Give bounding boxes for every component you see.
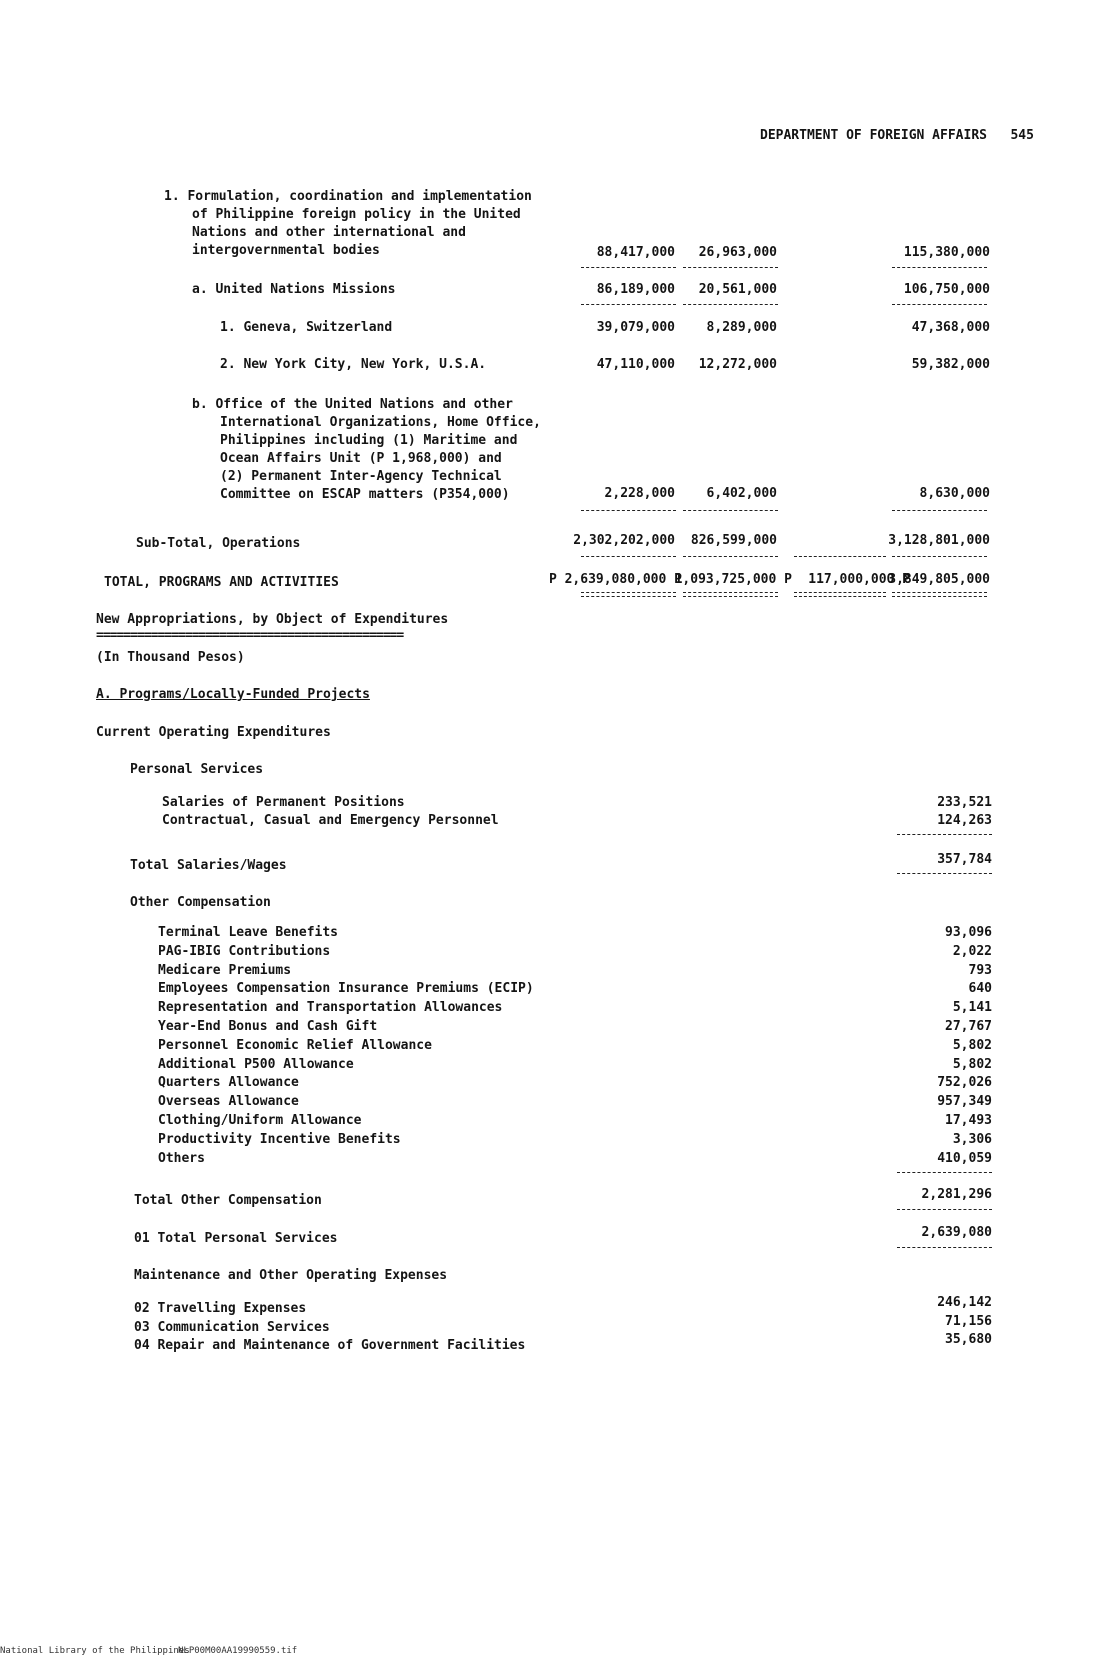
- list-item: [158, 1018, 992, 1037]
- total-salaries-label: Total Salaries/Wages: [130, 858, 287, 873]
- total-col1: P 2,639,080,000 P: [548, 572, 682, 587]
- item-label: Overseas Allowance: [158, 1094, 299, 1110]
- list-item: [134, 1295, 992, 1319]
- double-rule: [683, 592, 778, 597]
- subtotal-label: Sub-Total, Operations: [136, 536, 301, 551]
- list-item: [158, 943, 992, 962]
- list-item: [134, 1332, 992, 1356]
- list-item: [158, 980, 992, 999]
- rule: [683, 510, 778, 511]
- subtotal-col2: 826,599,000: [690, 533, 777, 548]
- list-item: [158, 924, 992, 943]
- un-missions-label: a. United Nations Missions: [192, 282, 396, 297]
- item-value: 957,349: [937, 1094, 992, 1110]
- double-rule: [794, 592, 886, 597]
- item-value: 5,802: [952, 1037, 992, 1053]
- item-value: 17,493: [945, 1112, 992, 1128]
- item-value: 71,156: [945, 1313, 992, 1329]
- rule: [897, 873, 992, 874]
- item-value: 5,802: [952, 1056, 992, 1072]
- list-item: [158, 962, 992, 981]
- rule: [892, 267, 987, 268]
- item-value: 233,521: [937, 795, 992, 810]
- item-label: Quarters Allowance: [158, 1075, 299, 1091]
- rule: [897, 834, 992, 835]
- item-value: 793: [968, 962, 992, 978]
- footer-library: National Library of the Philippines: [0, 1646, 190, 1656]
- item-value: 640: [968, 981, 992, 997]
- rule: [897, 1247, 992, 1248]
- item-value: 35,680: [945, 1332, 992, 1347]
- list-item: [158, 999, 992, 1018]
- office-label-line: b. Office of the United Nations and other: [192, 397, 513, 412]
- item-label: Terminal Leave Benefits: [158, 925, 339, 940]
- subtotal-total: 3,128,801,000: [888, 533, 990, 548]
- current-operating-heading: Current Operating Expenditures: [96, 725, 331, 740]
- rule: [892, 556, 987, 557]
- new-york-label: 2. New York City, New York, U.S.A.: [220, 357, 487, 372]
- rule: [897, 1172, 992, 1173]
- office-label-line: Committee on ESCAP matters (P354,000): [220, 487, 510, 502]
- new-york-total: 59,382,000: [911, 357, 990, 372]
- list-item: [158, 1131, 992, 1150]
- total-other-compensation-value: 2,281,296: [921, 1187, 992, 1202]
- formulation-col2: 26,963,000: [698, 245, 777, 260]
- new-appropriations-heading: New Appropriations, by Object of Expenditures: [96, 612, 449, 627]
- rule: [683, 267, 778, 268]
- item-value: 124,263: [937, 813, 992, 828]
- item-value: 2,022: [952, 943, 992, 959]
- mooe-heading: Maintenance and Other Operating Expenses: [134, 1268, 448, 1283]
- program-label-line: of Philippine foreign policy in the United: [192, 207, 521, 222]
- program-label-line: Nations and other international and: [192, 225, 466, 240]
- item-label: Productivity Incentive Benefits: [158, 1131, 401, 1147]
- item-value: 93,096: [945, 925, 992, 940]
- item-label: Medicare Premiums: [158, 962, 292, 978]
- item-value: 3,306: [952, 1131, 992, 1147]
- formulation-col1: 88,417,000: [596, 245, 675, 260]
- program-formulation: [164, 188, 532, 260]
- item-label: Additional P500 Allowance: [158, 1056, 354, 1072]
- personal-services-heading: Personal Services: [130, 762, 264, 777]
- item-label: Employees Compensation Insurance Premiums (ECIP): [158, 981, 534, 997]
- un-missions-col1: 86,189,000: [596, 282, 675, 297]
- rule: [897, 1209, 992, 1210]
- geneva-total: 47,368,000: [911, 320, 990, 335]
- office-label-line: (2) Permanent Inter-Agency Technical: [220, 469, 502, 484]
- office-label: [192, 396, 541, 504]
- list-item: [158, 1074, 992, 1093]
- unit-note: (In Thousand Pesos): [96, 650, 245, 665]
- rule: [683, 304, 778, 305]
- department-name: DEPARTMENT OF FOREIGN AFFAIRS: [760, 128, 987, 143]
- rule: [581, 267, 676, 268]
- other-compensation-list: [158, 924, 992, 1168]
- item-label: 03 Communication Services: [134, 1319, 330, 1335]
- item-label: Year-End Bonus and Cash Gift: [158, 1018, 378, 1034]
- list-item: [158, 1112, 992, 1131]
- running-header: [760, 128, 1034, 143]
- item-value: 410,059: [937, 1150, 992, 1166]
- total-salaries-value: 357,784: [937, 852, 992, 867]
- list-item: [162, 794, 992, 812]
- other-compensation-heading: Other Compensation: [130, 895, 271, 910]
- formulation-total: 115,380,000: [903, 245, 990, 260]
- program-label-line: intergovernmental bodies: [192, 243, 380, 258]
- office-label-line: International Organizations, Home Office,: [220, 415, 541, 430]
- total-grand: 3,849,805,000: [888, 572, 990, 587]
- rule: [581, 556, 676, 557]
- item-value: 246,142: [937, 1295, 992, 1310]
- list-item: [158, 1150, 992, 1169]
- item-label: Clothing/Uniform Allowance: [158, 1112, 362, 1128]
- rule: [892, 304, 987, 305]
- list-item: [158, 1056, 992, 1075]
- item-label: Others: [158, 1150, 205, 1166]
- list-item: [162, 812, 992, 830]
- list-item: [134, 1313, 992, 1338]
- new-york-col1: 47,110,000: [596, 357, 675, 372]
- rule: [683, 556, 778, 557]
- total-personal-services-label: 01 Total Personal Services: [134, 1231, 338, 1246]
- salaries-list: [162, 794, 992, 830]
- geneva-col2: 8,289,000: [706, 320, 777, 335]
- subtotal-col1: 2,302,202,000: [573, 533, 675, 548]
- programs-heading: A. Programs/Locally-Funded Projects: [96, 687, 370, 702]
- list-item: [158, 1037, 992, 1056]
- program-label-line: 1. Formulation, coordination and implementation: [164, 189, 532, 204]
- item-label: Contractual, Casual and Emergency Personnel: [162, 813, 499, 828]
- office-label-line: Philippines including (1) Maritime and: [220, 433, 518, 448]
- geneva-label: 1. Geneva, Switzerland: [220, 320, 393, 335]
- mooe-list: [134, 1295, 992, 1356]
- office-label-line: Ocean Affairs Unit (P 1,968,000) and: [220, 451, 502, 466]
- total-col3: 117,000,000 P: [808, 572, 910, 587]
- double-rule: [581, 592, 676, 597]
- total-personal-services-value: 2,639,080: [921, 1225, 992, 1240]
- item-label: Salaries of Permanent Positions: [162, 795, 405, 810]
- un-missions-total: 106,750,000: [903, 282, 990, 297]
- page-number: 545: [1010, 128, 1034, 143]
- item-label: 02 Travelling Expenses: [134, 1301, 307, 1316]
- rule: [581, 510, 676, 511]
- total-programs-label: TOTAL, PROGRAMS AND ACTIVITIES: [104, 575, 339, 590]
- list-item: [158, 1093, 992, 1112]
- item-value: 752,026: [937, 1075, 992, 1091]
- item-label: Representation and Transportation Allowances: [158, 1000, 503, 1016]
- geneva-col1: 39,079,000: [596, 320, 675, 335]
- rule: [581, 304, 676, 305]
- office-total: 8,630,000: [919, 486, 990, 501]
- item-value: 27,767: [945, 1018, 992, 1034]
- double-rule: [892, 592, 987, 597]
- office-col1: 2,228,000: [604, 486, 675, 501]
- item-label: 04 Repair and Maintenance of Government Facilities: [134, 1338, 526, 1353]
- total-other-compensation-label: Total Other Compensation: [134, 1193, 322, 1208]
- item-label: Personnel Economic Relief Allowance: [158, 1037, 432, 1053]
- total-col2: 1,093,725,000 P: [674, 572, 792, 587]
- un-missions-col2: 20,561,000: [698, 282, 777, 297]
- item-label: PAG-IBIG Contributions: [158, 943, 331, 959]
- footer-file: NLP00M00AA19990559.tif: [178, 1646, 298, 1656]
- rule: [892, 510, 987, 511]
- rule: [794, 556, 886, 557]
- item-value: 5,141: [952, 1000, 992, 1016]
- heading-double-rule: =============================================: [96, 628, 404, 643]
- new-york-col2: 12,272,000: [698, 357, 777, 372]
- office-col2: 6,402,000: [706, 486, 777, 501]
